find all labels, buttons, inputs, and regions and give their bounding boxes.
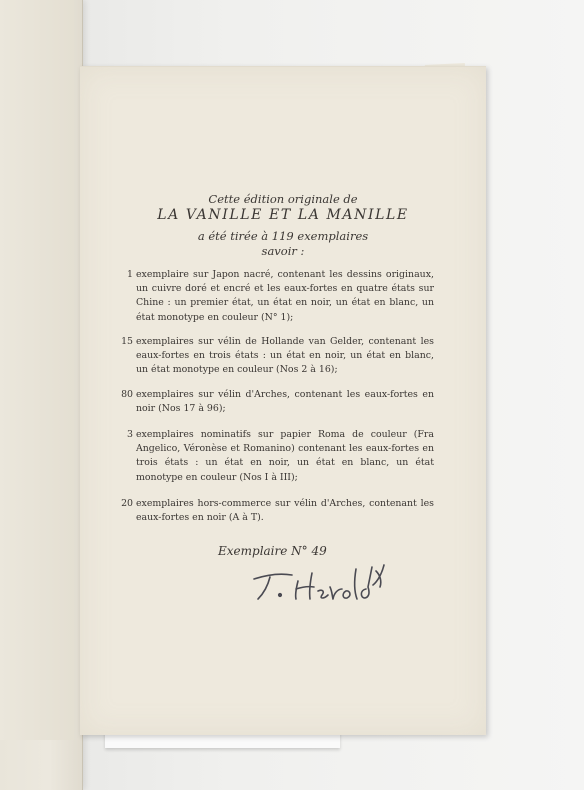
- edition-entry: [121, 497, 434, 525]
- entry-count: 15: [121, 336, 133, 347]
- entry-text: exemplaires hors-commerce sur vélin d'Arches, contenant les eaux-fortes en noir (A à T).: [136, 498, 434, 524]
- colophon-savoir: savoir :: [261, 244, 305, 258]
- edition-entry: [121, 335, 434, 378]
- edition-entry: [127, 428, 434, 485]
- left-page-surface: [0, 0, 74, 740]
- entry-text: exemplaires nominatifs sur papier Roma de couleur (Fra Angelico, Véronèse et Romanino) contenant les eaux-fortes en trois états : un état en noir, un état en blanc, un état monotype en couleur (Nos I à III);: [136, 429, 434, 483]
- entry-text: exemplaire sur Japon nacré, contenant les dessins originaux, un cuivre doré et encré et les eaux-fortes en quatre états sur Chine : un premier état, un état en noir, un état en blanc, un état monotype en couleur (N° 1);: [136, 269, 434, 323]
- entry-count: 80: [121, 389, 133, 400]
- entry-text: exemplaires sur vélin de Hollande van Gelder, contenant les eaux-fortes en trois états : un état en noir, un état en blanc, un état monotype en couleur (Nos 2 à 16);: [136, 336, 434, 376]
- handwritten-signature: [246, 559, 406, 607]
- colophon-tirage: a été tirée à 119 exemplaires: [197, 229, 369, 243]
- edition-entry: [127, 268, 434, 325]
- colophon-title: LA VANILLE ET LA MANILLE: [157, 207, 409, 223]
- left-page-edge: [0, 0, 83, 790]
- entry-count: 20: [121, 498, 133, 509]
- colophon-intro: Cette édition originale de: [208, 192, 358, 206]
- colophon-page: [80, 66, 486, 735]
- edition-entry: [121, 388, 434, 416]
- entry-count: 3: [127, 429, 133, 440]
- copy-number: Exemplaire N° 49: [218, 544, 327, 558]
- entry-count: 1: [127, 269, 133, 280]
- entry-text: exemplaires sur vélin d'Arches, contenant les eaux-fortes en noir (Nos 17 à 96);: [136, 389, 434, 415]
